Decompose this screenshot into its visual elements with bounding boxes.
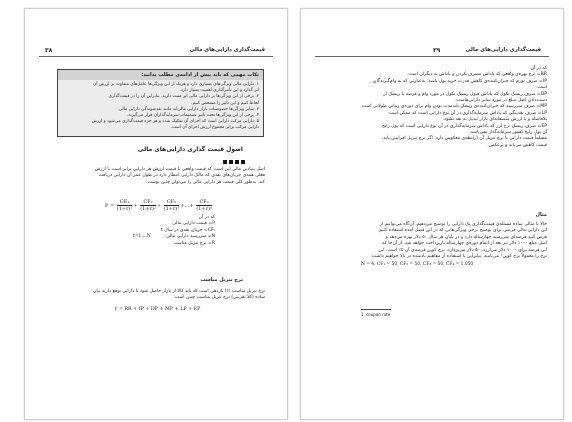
premium-definitions bbox=[315, 66, 547, 149]
text-line: RR= نرخ بهره‌ی واقعی که پاداش مصرف‌نکردن و پاداش به دیگران است. bbox=[406, 72, 547, 78]
box-line: اثر گذارد و این تأثیرگذاری اهمیت بسیار دارد. bbox=[179, 88, 259, 94]
text-line: است. bbox=[535, 85, 547, 91]
square-bullet bbox=[223, 160, 227, 164]
header-title: قیمت‌گذاری دارایی‌های مالی bbox=[465, 47, 541, 53]
box-line: دارایی مرکب برابر مجموع ارزش اجزای آن است. bbox=[170, 125, 259, 131]
key-points-box bbox=[57, 69, 264, 137]
intro-line: فعلی همه‌ی جریان‌های نقدی که مالک دارایی انتظار دارد در طول عمر آن دارایی دریافت bbox=[98, 173, 265, 179]
text-line: مسلماً قیمت دارایی با نرخ تنزیل آن (رابطه‌ی معکوس دارد: اگر نرخ تنزیل افزایش یابد، bbox=[381, 136, 547, 142]
intro-paragraph bbox=[55, 167, 265, 186]
box-title: نکات مهمی که باید پیش از ادامه‌ی مطلب بدانید: bbox=[58, 70, 263, 80]
formula-term: $\frac{\text{CF₃}}{\text{(1+r)³}}$ bbox=[163, 199, 180, 212]
where-label: که در آن bbox=[530, 66, 547, 71]
example-line: این قرضه برای ۱۰۰۰ دلار می‌ارزد، ۵۰ دلار می‌پردازد، نرخ کوپن قرضه‌ی آن ۵٪ است. این bbox=[378, 247, 547, 253]
text-line: بلافاصله و با ارزش منصفانه‌ای بازار تبدیل به نقد نشود. bbox=[442, 117, 547, 123]
example-values: N = 4, CF₁ = 50, CF₂ = 50, CF₃ = 50, CF₄ = 1,050 bbox=[361, 262, 474, 267]
text-line: MP= صرف سررسید که جبران‌کننده‌ی ریسک بلندمدت بودن وام برای دوره‌ی زمانی طولانی است. bbox=[360, 104, 547, 110]
square-bullet bbox=[235, 160, 239, 164]
box-line: ۲. برخی از این ویژگی‌ها بر دارایی مالی اثر مثبت دارند. بنابراین آن را در قیمت‌گذاری bbox=[108, 94, 259, 100]
example-line: اصل مبلغ ۱۰۰۰ دلار نیز بعد از اتمام دوره‌ی چهارساله بازپرداخت خواهد شد. از آن‌جا که bbox=[382, 241, 547, 247]
example-line: فرض کنید قرضه‌ای سررسید چهارساله دارد و در پایان هر سال ۵۰ دلار بهره می‌دهد و bbox=[385, 234, 547, 240]
intro-line: اصل بنیادین مالی این است که قیمت واقعی یا قیمت ارزش هر دارایی برابر است با ارزش bbox=[94, 167, 265, 172]
formula-term: $\frac{\text{CF₂}}{\text{(1+r)²}}$ bbox=[140, 199, 156, 212]
box-line: ۵. دارایی مرکب دارایی است که اجزای آن تفکیک شده و هر جزء قیمت‌گذاری می‌شود و ارزش bbox=[91, 119, 259, 125]
definition-item: P= قیمت دارایی مالی bbox=[172, 221, 215, 227]
section-bullets bbox=[223, 160, 245, 164]
formula-lhs: P = bbox=[105, 203, 115, 209]
footnote: 1. coupon rate bbox=[361, 312, 391, 317]
discount-line: ساده (کلا تقریبی) نرخ تنزیل مناسب چنین است: bbox=[173, 295, 265, 301]
definition-item: N= سررسید دارایی مالی bbox=[166, 234, 215, 240]
page-number: ۳۸ bbox=[45, 47, 53, 54]
box-line: ۱. دارایی مالی ویژگی‌های بسیاری دارد و هریک از این ویژگی‌ها عامل‌های متفاوت بر ارزش آن bbox=[93, 82, 259, 87]
box-line: لحاظ کنیم و این تأثیر را مشخص کنیم. bbox=[191, 100, 259, 106]
text-line: LP= صرف نقدینگی که پاداش سرمایه‌گذاری در آن نوع دارایی است که ممکن است bbox=[388, 110, 547, 116]
footnote-rule bbox=[361, 309, 391, 310]
example-line: این دارایی مالی فرضی برای توضیح برخی ویژگی‌هایی که در این فصل آمده استفاده کنیم. bbox=[377, 228, 547, 234]
price-formula: P = $\frac{\text{CF₁}}{\text{(1+r)¹}}$ + $\frac{\text{CF₂}}{\text{(1+r)²}}$ + $\frac{\text{CF₃}}{\text{(1+r)³}}$ +…+ $\frac{\text{CFₙ}}{\text{(1+r)ⁿ}}$ bbox=[105, 199, 213, 212]
left-page bbox=[24, 8, 288, 420]
square-bullet bbox=[241, 160, 245, 164]
example-line: نرخ را معمولاً نرخ کوپن¹ می‌نامند. بنابراین با استفاده از مفاهیم یادشده در بالا خواهیم داشت: bbox=[370, 254, 547, 260]
definitions bbox=[65, 215, 215, 247]
header-rule bbox=[315, 56, 549, 57]
discount-subtitle: نرخ تنزیل مناسب bbox=[200, 277, 243, 283]
t-range: t=1,...N bbox=[133, 234, 151, 239]
text-line: EP= صرف ریسک نرخ ارز که پاداش سرمایه‌گذاری در آن نوع دارایی است که پول رایج bbox=[381, 123, 547, 129]
square-bullet bbox=[229, 160, 233, 164]
box-body bbox=[58, 80, 263, 134]
formula-term: $\frac{\text{CFₙ}}{\text{(1+r)ⁿ}}$ bbox=[196, 199, 213, 212]
header-title: قیمت‌گذاری دارایی‌های مالی bbox=[189, 47, 265, 53]
discount-line: نرخ تنزیل مناسب (r) بازدهی است که باید کالا از بازار حاصل شود تا دارایی توقع دارند بیان bbox=[92, 289, 265, 294]
right-page bbox=[300, 8, 564, 420]
example-title: مثال bbox=[535, 212, 547, 218]
intro-line: کند. به‌طور کلی قیمت هر دارایی مالی را می‌توان چنین نوشت: bbox=[145, 179, 265, 185]
definition-item: R= نرخ تنزیل مناسب bbox=[173, 240, 215, 246]
text-line: DP= صرف ریسک نکول که پاداش قبول ریسک نکول در مورد وام و قرضه یا ریسک از bbox=[383, 91, 547, 97]
text-line: IP= صرف تورم که جبران‌کننده‌ی کاهش قدرت خرید پول باشد؛ به‌عبارتی که به وام‌گیرندگان bbox=[373, 78, 547, 84]
box-line: ۳. سایر ویژگی‌ها خصوصیات بازار دارایی مالی‌اند مانند نقدشوندگی دارایی مالی. bbox=[117, 106, 259, 112]
definition-item: CFₜ= جریان نقدی در سال t bbox=[160, 227, 215, 233]
page-number: ۳۹ bbox=[433, 47, 441, 54]
text-line: قیمت کاهش می‌یابد و برعکس. bbox=[487, 142, 547, 148]
text-line: دست‌دادن اصل مبلغ در مورد سایر دارایی‌هاست. bbox=[454, 98, 547, 104]
text-line: آن پول رایج کشور سرمایه‌گذار نمی‌باشد. bbox=[469, 130, 547, 136]
discount-formula: r = RR + IP + DP + MP + LP + EP bbox=[115, 307, 201, 312]
formula-term: $\frac{\text{CF₁}}{\text{(1+r)¹}}$ bbox=[116, 199, 133, 212]
example-paragraph bbox=[315, 222, 547, 260]
header-rule bbox=[39, 56, 273, 57]
box-line: ۴. برخی از این ویژگی‌ها تحت تأثیر تصمیمات سرمایه‌گذاران قرار می‌گیرند. bbox=[126, 113, 259, 119]
section-title: اصول قیمت گذاری دارایی‌های مالی bbox=[137, 146, 243, 153]
example-line: حالا با مثالی ساده مسئله‌ی قیمت‌گذاری یک دارایی را توضیح می‌دهیم. آن‌گاه می‌توانیم از bbox=[379, 222, 547, 227]
where-label: که در آن bbox=[198, 215, 215, 220]
discount-paragraph bbox=[55, 289, 265, 302]
